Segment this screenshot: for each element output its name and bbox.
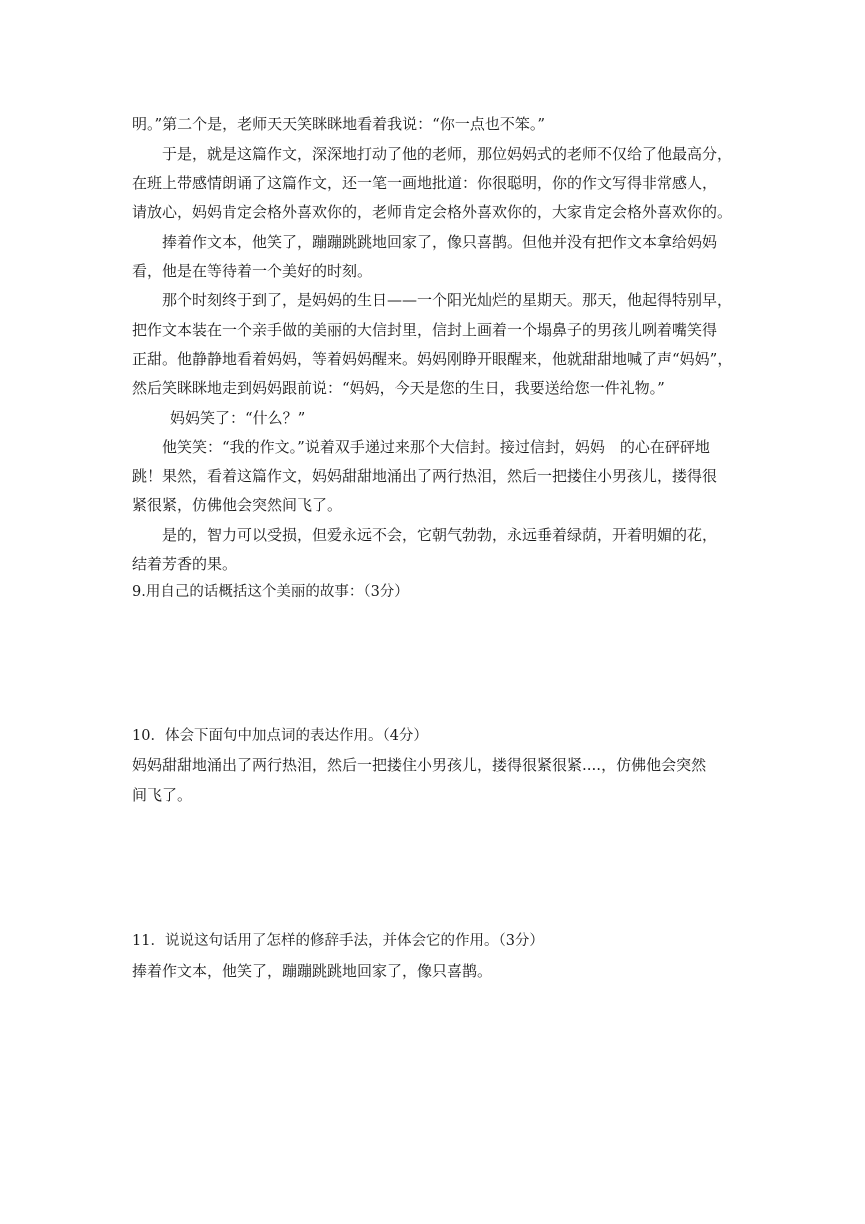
- passage-line: 在班上带感情朗诵了这篇作文，还一笔一画地批道：你很聪明，你的作文写得非常感人，: [132, 174, 718, 192]
- question-body-line: 捧着作文本，他笑了，蹦蹦跳跳地回家了，像只喜鹊。: [132, 962, 493, 980]
- question-body-line: 妈妈甜甜地涌出了两行热泪，然后一把搂住小男孩儿，搂得很紧很紧....，仿佛他会突然: [132, 756, 707, 774]
- passage-line: 他笑笑：“我的作文。”说着双手递过来那个大信封。接过信封，妈妈 的心在砰砰地: [162, 438, 710, 456]
- passage-line: 于是，就是这篇作文，深深地打动了他的老师，那位妈妈式的老师不仅给了他最高分，: [162, 145, 733, 163]
- passage-line: 那个时刻终于到了，是妈妈的生日——一个阳光灿烂的星期天。那天，他起得特别早，: [162, 291, 733, 309]
- passage-line: 看，他是在等待着一个美好的时刻。: [132, 262, 373, 280]
- passage-line: 然后笑眯眯地走到妈妈跟前说：“妈妈，今天是您的生日，我要送给您一件礼物。”: [132, 379, 665, 397]
- passage-line: 明。”第二个是，老师天天笑眯眯地看着我说：“你一点也不笨。”: [132, 115, 546, 133]
- passage-line: 妈妈笑了：“什么？”: [170, 409, 306, 427]
- passage-line: 请放心，妈妈肯定会格外喜欢你的，老师肯定会格外喜欢你的，大家肯定会格外喜欢你的。: [132, 203, 733, 221]
- passage-line: 紧很紧，仿佛他会突然间飞了。: [132, 496, 343, 514]
- passage-line: 跳！果然，看着这篇作文，妈妈甜甜地涌出了两行热泪，然后一把搂住小男孩儿，搂得很: [132, 467, 718, 485]
- passage-line: 是的，智力可以受损，但爱永远不会，它朝气勃勃，永远垂着绿荫，开着明媚的花，: [162, 526, 718, 544]
- question-title: 11．说说这句话用了怎样的修辞手法，并体会它的作用。（3分）: [132, 933, 544, 949]
- passage-line: 正甜。他静静地看着妈妈，等着妈妈醒来。妈妈刚睁开眼醒来，他就甜甜地喊了声“妈妈”，: [132, 350, 733, 368]
- passage-line: 捧着作文本，他笑了，蹦蹦跳跳地回家了，像只喜鹊。但他并没有把作文本拿给妈妈: [162, 233, 718, 251]
- passage-line: 结着芳香的果。: [132, 555, 238, 573]
- question-body-line: 间飞了。: [132, 786, 193, 804]
- question-title: 10．体会下面句中加点词的表达作用。（4分）: [132, 728, 428, 744]
- question-title: 9.用自己的话概括这个美丽的故事：（3分）: [132, 584, 409, 600]
- passage-line: 把作文本装在一个亲手做的美丽的大信封里，信封上画着一个塌鼻子的男孩儿咧着嘴笑得: [132, 321, 718, 339]
